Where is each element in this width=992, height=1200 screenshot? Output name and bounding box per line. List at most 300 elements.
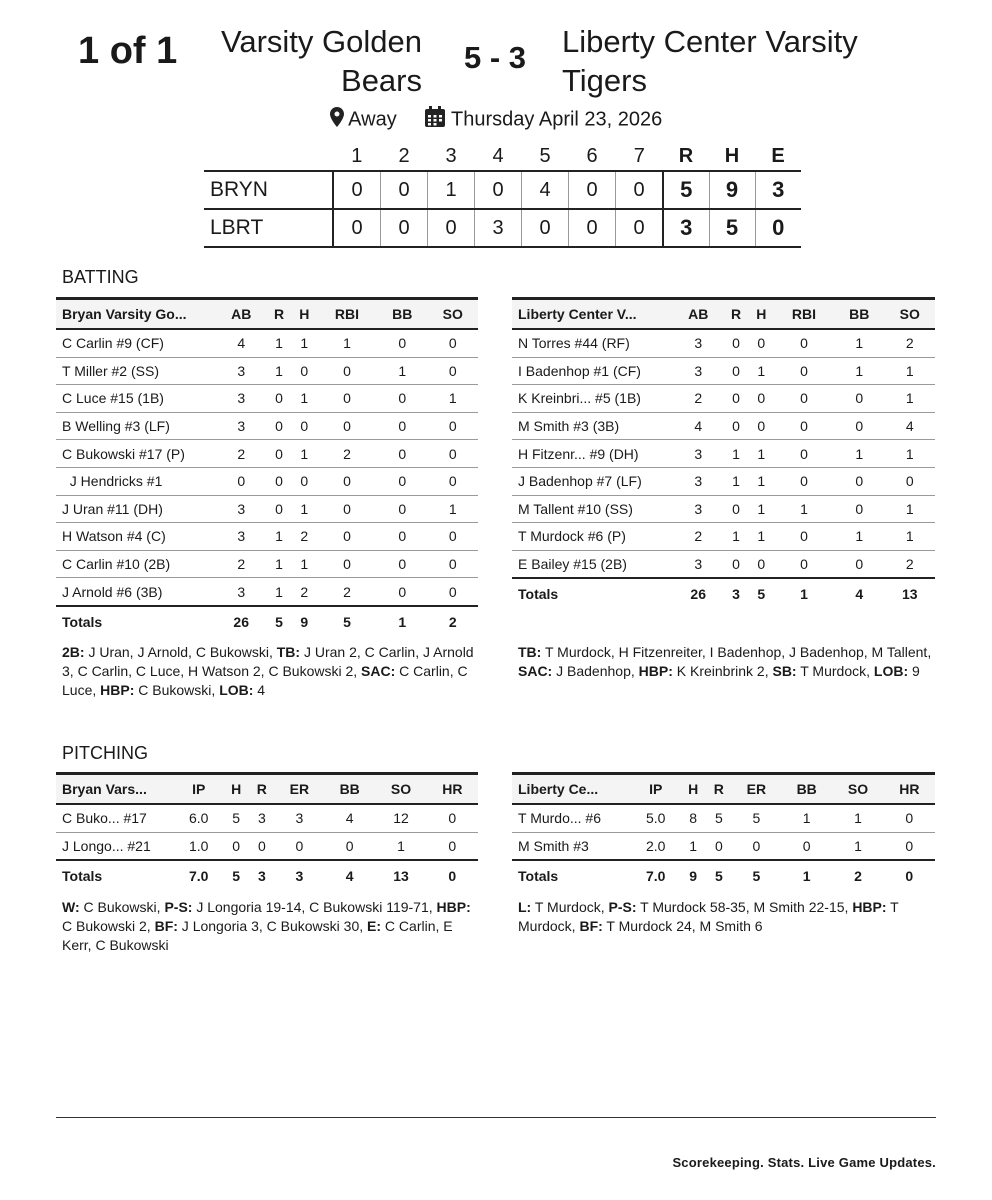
stat-cell: 1	[292, 329, 317, 357]
stat-cell: 6.0	[174, 804, 223, 832]
stat-cell: 1	[723, 467, 748, 495]
inning-header: 4	[492, 144, 504, 167]
note-key: SAC:	[518, 663, 553, 679]
home-team-name: Varsity Golden Bears	[220, 24, 422, 98]
home-pitching-notes	[62, 898, 474, 955]
away-batting-table	[512, 297, 935, 609]
stat-cell: 0	[223, 832, 249, 860]
note-key: P-S:	[164, 899, 193, 915]
stat-cell: 0	[216, 467, 266, 495]
totals-cell: 3	[257, 868, 266, 885]
inning-runs: 0	[428, 209, 475, 247]
totals-cell: 5	[232, 868, 241, 885]
totals-cell: 1	[398, 613, 407, 630]
stat-column-header: R	[706, 774, 732, 805]
stat-cell: 0	[292, 467, 317, 495]
table-row	[56, 550, 478, 578]
note-text: J Badenhop,	[552, 663, 639, 679]
stat-cell: 3	[216, 523, 266, 551]
table-row	[56, 357, 478, 385]
hits-header: H	[724, 144, 740, 167]
totals-cell: 9	[689, 868, 698, 885]
table-row	[56, 578, 478, 606]
stat-cell: 0	[774, 357, 834, 385]
stat-cell: 1	[884, 523, 935, 551]
final-score: 5 - 3	[463, 40, 527, 75]
player-name: M Smith #3	[512, 832, 631, 860]
away-pitching-notes	[518, 898, 936, 936]
note-text: 4	[253, 682, 266, 698]
stat-column-header: H	[749, 299, 774, 330]
note-text: T Murdock, H Fitzenreiter, I Badenhop, J Badenhop, M Tallent,	[541, 644, 936, 660]
table-row	[56, 804, 478, 832]
line-score-row	[204, 209, 801, 247]
stat-cell: 0	[324, 832, 375, 860]
stat-cell: 0	[774, 467, 834, 495]
player-name: C Carlin #9 (CF)	[56, 329, 216, 357]
table-row	[512, 357, 935, 385]
table-row	[56, 832, 478, 860]
stat-cell: 0	[292, 357, 317, 385]
stat-column-header: HR	[427, 774, 478, 805]
stat-cell: 0	[377, 523, 427, 551]
player-name: T Murdock #6 (P)	[512, 523, 673, 551]
player-name: C Buko... #17	[56, 804, 174, 832]
stat-column-header: IP	[174, 774, 223, 805]
game-location: Away	[348, 108, 397, 131]
player-name: C Luce #15 (1B)	[56, 385, 216, 413]
stat-cell: 3	[249, 804, 275, 832]
inning-runs: 0	[569, 171, 616, 209]
totals-cell: 5	[752, 868, 761, 885]
stat-cell: 0	[749, 329, 774, 357]
inning-header: 7	[633, 144, 645, 167]
game-meta	[0, 106, 992, 134]
stat-column-header: R	[723, 299, 748, 330]
stat-cell: 0	[884, 467, 935, 495]
note-text: T Murdock 58-35, M Smith 22-15,	[636, 899, 853, 915]
stat-cell: 0	[377, 578, 427, 606]
stat-cell: 1	[317, 329, 377, 357]
player-name: C Bukowski #17 (P)	[56, 440, 216, 468]
table-row	[512, 329, 935, 357]
pitching-section-label: PITCHING	[62, 743, 149, 763]
stat-cell: 1	[749, 357, 774, 385]
stat-cell: 4	[324, 804, 375, 832]
stat-column-header: BB	[324, 774, 375, 805]
player-name: J Hendricks #1	[56, 467, 216, 495]
totals-cell: 1	[800, 586, 808, 603]
stat-column-header: SO	[427, 299, 478, 330]
table-header-row	[56, 299, 478, 330]
table-row	[512, 832, 935, 860]
team-column-header: Liberty Ce...	[512, 774, 631, 805]
total-errors: 0	[755, 209, 801, 247]
note-key: BF:	[579, 918, 603, 934]
table-header-row	[56, 774, 478, 805]
stat-cell: 1	[266, 578, 291, 606]
stat-cell: 0	[427, 467, 478, 495]
note-key: TB:	[276, 644, 301, 660]
stat-cell: 4	[216, 329, 266, 357]
totals-cell: 26	[690, 586, 706, 603]
stat-cell: 1	[781, 804, 832, 832]
stat-cell: 1	[266, 523, 291, 551]
table-row	[56, 495, 478, 523]
stat-cell: 0	[774, 329, 834, 357]
inning-runs: 3	[475, 209, 522, 247]
player-name: T Miller #2 (SS)	[56, 357, 216, 385]
stat-cell: 1	[834, 357, 884, 385]
totals-cell: 5	[343, 613, 351, 630]
stat-column-header: ER	[275, 774, 324, 805]
stat-cell: 0	[377, 550, 427, 578]
stat-cell: 0	[427, 440, 478, 468]
team-header	[204, 142, 333, 171]
stat-cell: 3	[216, 495, 266, 523]
stat-cell: 1	[266, 357, 291, 385]
table-row	[512, 523, 935, 551]
totals-label: Totals	[518, 586, 559, 603]
stat-cell: 1	[884, 385, 935, 413]
stat-cell: 3	[216, 578, 266, 606]
stat-cell: 0	[266, 495, 291, 523]
table-row	[512, 467, 935, 495]
note-text: J Longoria 19-14, C Bukowski 119-71,	[192, 899, 437, 915]
away-pitching-table	[512, 772, 935, 891]
total-hits: 9	[709, 171, 755, 209]
team-column-header: Bryan Varsity Go...	[56, 299, 216, 330]
totals-cell: 5	[757, 586, 766, 603]
totals-cell: 7.0	[645, 868, 666, 885]
calendar-icon	[424, 106, 446, 134]
stat-cell: 0	[723, 412, 748, 440]
inning-header: 1	[351, 144, 363, 167]
stat-cell: 2	[884, 550, 935, 578]
note-key: TB:	[518, 644, 542, 660]
note-text: C Carlin, C Luce,	[62, 663, 472, 698]
totals-label: Totals	[62, 613, 103, 630]
stat-cell: 0	[377, 329, 427, 357]
player-name: E Bailey #15 (2B)	[512, 550, 673, 578]
totals-cell: 2	[854, 868, 862, 885]
stat-cell: 0	[266, 440, 291, 468]
stat-cell: 1	[832, 804, 883, 832]
stat-cell: 0	[774, 523, 834, 551]
stat-cell: 1.0	[174, 832, 223, 860]
stat-cell: 3	[673, 550, 723, 578]
stat-cell: 5.0	[631, 804, 680, 832]
totals-cell: 4	[855, 586, 864, 603]
stat-cell: 4	[884, 412, 935, 440]
home-batting-table	[56, 297, 478, 637]
stat-cell: 0	[275, 832, 324, 860]
stat-cell: 0	[723, 495, 748, 523]
stat-cell: 0	[749, 412, 774, 440]
player-name: H Fitzenr... #9 (DH)	[512, 440, 673, 468]
stat-cell: 1	[749, 523, 774, 551]
totals-cell: 0	[905, 868, 914, 885]
stat-cell: 0	[377, 385, 427, 413]
note-key: BF:	[154, 918, 178, 934]
game-date: Thursday April 23, 2026	[451, 108, 663, 131]
home-batting-notes	[62, 643, 478, 700]
inning-header: 6	[586, 144, 598, 167]
stat-cell: 0	[749, 385, 774, 413]
total-errors: 3	[755, 171, 801, 209]
totals-cell: 13	[393, 868, 409, 885]
totals-row	[512, 578, 935, 609]
stat-cell: 1	[427, 385, 478, 413]
table-row	[512, 440, 935, 468]
stat-cell: 5	[706, 804, 732, 832]
line-score	[204, 142, 801, 248]
stat-cell: 2	[292, 578, 317, 606]
batting-section-label: BATTING	[62, 267, 139, 287]
player-name: J Uran #11 (DH)	[56, 495, 216, 523]
stat-cell: 3	[673, 440, 723, 468]
stat-cell: 1	[292, 440, 317, 468]
table-header-row	[512, 299, 935, 330]
note-key: LOB:	[873, 663, 909, 679]
table-row	[56, 440, 478, 468]
stat-cell: 0	[292, 412, 317, 440]
note-text: J Longoria 3, C Bukowski 30,	[177, 918, 368, 934]
stat-cell: 0	[884, 804, 935, 832]
totals-cell: 5	[275, 613, 283, 630]
totals-cell: 3	[295, 868, 304, 885]
stat-cell: 2	[317, 578, 377, 606]
inning-runs: 0	[381, 171, 428, 209]
player-name: M Smith #3 (3B)	[512, 412, 673, 440]
stat-cell: 0	[317, 550, 377, 578]
stat-column-header: H	[223, 774, 249, 805]
team-column-header: Liberty Center V...	[512, 299, 673, 330]
stat-cell: 0	[723, 550, 748, 578]
stat-cell: 0	[427, 523, 478, 551]
table-header-row	[512, 774, 935, 805]
note-key: SB:	[772, 663, 797, 679]
home-pitching-table	[56, 772, 478, 891]
stat-cell: 2.0	[631, 832, 680, 860]
note-text: T Murdock,	[518, 899, 903, 934]
stat-cell: 0	[723, 385, 748, 413]
stat-cell: 12	[375, 804, 426, 832]
stat-cell: 1	[774, 495, 834, 523]
player-name: T Murdo... #6	[512, 804, 631, 832]
stat-column-header: SO	[884, 299, 935, 330]
stat-cell: 0	[834, 550, 884, 578]
stat-column-header: H	[680, 774, 706, 805]
table-row	[512, 550, 935, 578]
page-counter: 1 of 1	[78, 30, 178, 72]
note-key: L:	[518, 899, 532, 915]
stat-column-header: RBI	[317, 299, 377, 330]
table-row	[512, 804, 935, 832]
player-name: C Carlin #10 (2B)	[56, 550, 216, 578]
team-column-header: Bryan Vars...	[56, 774, 174, 805]
stat-cell: 2	[884, 329, 935, 357]
inning-runs: 0	[381, 209, 428, 247]
stat-cell: 0	[781, 832, 832, 860]
stat-column-header: R	[266, 299, 291, 330]
runs-header: R	[678, 144, 694, 167]
stat-cell: 2	[216, 550, 266, 578]
stat-cell: 2	[292, 523, 317, 551]
stat-cell: 3	[673, 357, 723, 385]
stat-cell: 1	[266, 329, 291, 357]
stat-cell: 2	[216, 440, 266, 468]
player-name: N Torres #44 (RF)	[512, 329, 673, 357]
stat-cell: 0	[774, 550, 834, 578]
stat-cell: 3	[216, 412, 266, 440]
note-text: C Carlin, E Kerr, C Bukowski	[62, 918, 457, 953]
table-row	[512, 495, 935, 523]
stat-column-header: H	[292, 299, 317, 330]
totals-cell: 9	[300, 613, 309, 630]
stat-cell: 0	[834, 495, 884, 523]
stat-cell: 0	[377, 412, 427, 440]
note-key: HBP:	[436, 899, 471, 915]
note-key: HBP:	[852, 899, 887, 915]
stat-cell: 1	[723, 440, 748, 468]
note-key: W:	[62, 899, 80, 915]
stat-cell: 0	[427, 329, 478, 357]
stat-column-header: AB	[673, 299, 723, 330]
inning-runs: 0	[522, 209, 569, 247]
total-runs: 5	[663, 171, 709, 209]
stat-cell: 3	[216, 385, 266, 413]
stat-cell: 5	[732, 804, 781, 832]
stat-cell: 1	[884, 357, 935, 385]
stat-column-header: RBI	[774, 299, 834, 330]
inning-header: 2	[398, 144, 410, 167]
errors-header: E	[771, 144, 785, 167]
table-row	[512, 385, 935, 413]
note-text: C Bukowski 2,	[62, 899, 475, 934]
stat-cell: 0	[266, 412, 291, 440]
stat-cell: 1	[375, 832, 426, 860]
stat-cell: 1	[292, 550, 317, 578]
stat-column-header: SO	[832, 774, 883, 805]
table-row	[56, 329, 478, 357]
stat-column-header: HR	[884, 774, 935, 805]
table-row	[56, 385, 478, 413]
note-key: HBP:	[100, 682, 135, 698]
stat-column-header: BB	[781, 774, 832, 805]
note-key: LOB:	[219, 682, 254, 698]
totals-cell: 7.0	[188, 868, 209, 885]
stat-cell: 0	[427, 357, 478, 385]
note-key: HBP:	[638, 663, 673, 679]
totals-cell: 13	[901, 586, 918, 603]
stat-cell: 3	[275, 804, 324, 832]
stat-cell: 3	[673, 467, 723, 495]
inning-runs: 1	[428, 171, 475, 209]
player-name: K Kreinbri... #5 (1B)	[512, 385, 673, 413]
stat-cell: 0	[317, 467, 377, 495]
stat-cell: 2	[317, 440, 377, 468]
stat-cell: 3	[216, 357, 266, 385]
inning-runs: 0	[616, 171, 664, 209]
inning-runs: 0	[333, 171, 381, 209]
stat-cell: 1	[884, 440, 935, 468]
stat-column-header: IP	[631, 774, 680, 805]
line-score-header	[204, 142, 801, 171]
note-key: SAC:	[361, 663, 396, 679]
stat-cell: 0	[317, 385, 377, 413]
stat-cell: 0	[774, 440, 834, 468]
stat-cell: 1	[834, 440, 884, 468]
stat-cell: 0	[427, 804, 478, 832]
totals-cell: 3	[732, 586, 740, 603]
player-name: J Badenhop #7 (LF)	[512, 467, 673, 495]
line-score-row	[204, 171, 801, 209]
stat-cell: 1	[749, 440, 774, 468]
stat-column-header: BB	[377, 299, 427, 330]
note-text: K Kreinbrink 2,	[672, 663, 773, 679]
away-batting-notes	[518, 643, 936, 681]
inning-runs: 0	[569, 209, 616, 247]
totals-cell: 0	[448, 868, 457, 885]
inning-runs: 4	[522, 171, 569, 209]
stat-cell: 1	[292, 385, 317, 413]
player-name: J Longo... #21	[56, 832, 174, 860]
note-text: J Uran, J Arnold, C Bukowski,	[84, 644, 277, 660]
away-team-name: Liberty Center Varsity Tigers	[562, 24, 858, 98]
inning-runs: 0	[616, 209, 664, 247]
table-row	[56, 467, 478, 495]
stat-cell: 1	[266, 550, 291, 578]
stat-cell: 1	[427, 495, 478, 523]
totals-cell: 2	[448, 613, 457, 630]
note-text: C Bukowski,	[79, 899, 165, 915]
stat-cell: 1	[292, 495, 317, 523]
totals-cell: 26	[233, 613, 249, 630]
player-name: B Welling #3 (LF)	[56, 412, 216, 440]
stat-cell: 0	[317, 523, 377, 551]
total-runs: 3	[663, 209, 709, 247]
stat-cell: 0	[749, 550, 774, 578]
stat-cell: 1	[834, 523, 884, 551]
table-row	[512, 412, 935, 440]
stat-cell: 0	[723, 357, 748, 385]
totals-row	[56, 606, 478, 637]
stat-cell: 0	[732, 832, 781, 860]
stat-cell: 1	[377, 357, 427, 385]
totals-cell: 4	[345, 868, 354, 885]
player-name: H Watson #4 (C)	[56, 523, 216, 551]
stat-cell: 0	[723, 329, 748, 357]
stat-cell: 8	[680, 804, 706, 832]
stat-cell: 1	[680, 832, 706, 860]
note-text: T Murdock,	[531, 899, 609, 915]
stat-cell: 1	[749, 495, 774, 523]
stat-column-header: SO	[375, 774, 426, 805]
stat-cell: 1	[834, 329, 884, 357]
map-pin-icon	[330, 107, 344, 133]
totals-cell: 5	[714, 868, 723, 885]
note-text: J Uran 2, C Carlin, J Arnold 3, C Carlin, C Luce, H Watson 2, C Bukowski 2,	[62, 644, 478, 679]
stat-cell: 1	[832, 832, 883, 860]
stat-cell: 0	[427, 832, 478, 860]
stat-cell: 0	[317, 357, 377, 385]
note-key: E:	[367, 918, 382, 934]
note-text: 9	[908, 663, 920, 679]
totals-row	[56, 860, 478, 891]
stat-cell: 0	[834, 467, 884, 495]
table-row	[56, 523, 478, 551]
